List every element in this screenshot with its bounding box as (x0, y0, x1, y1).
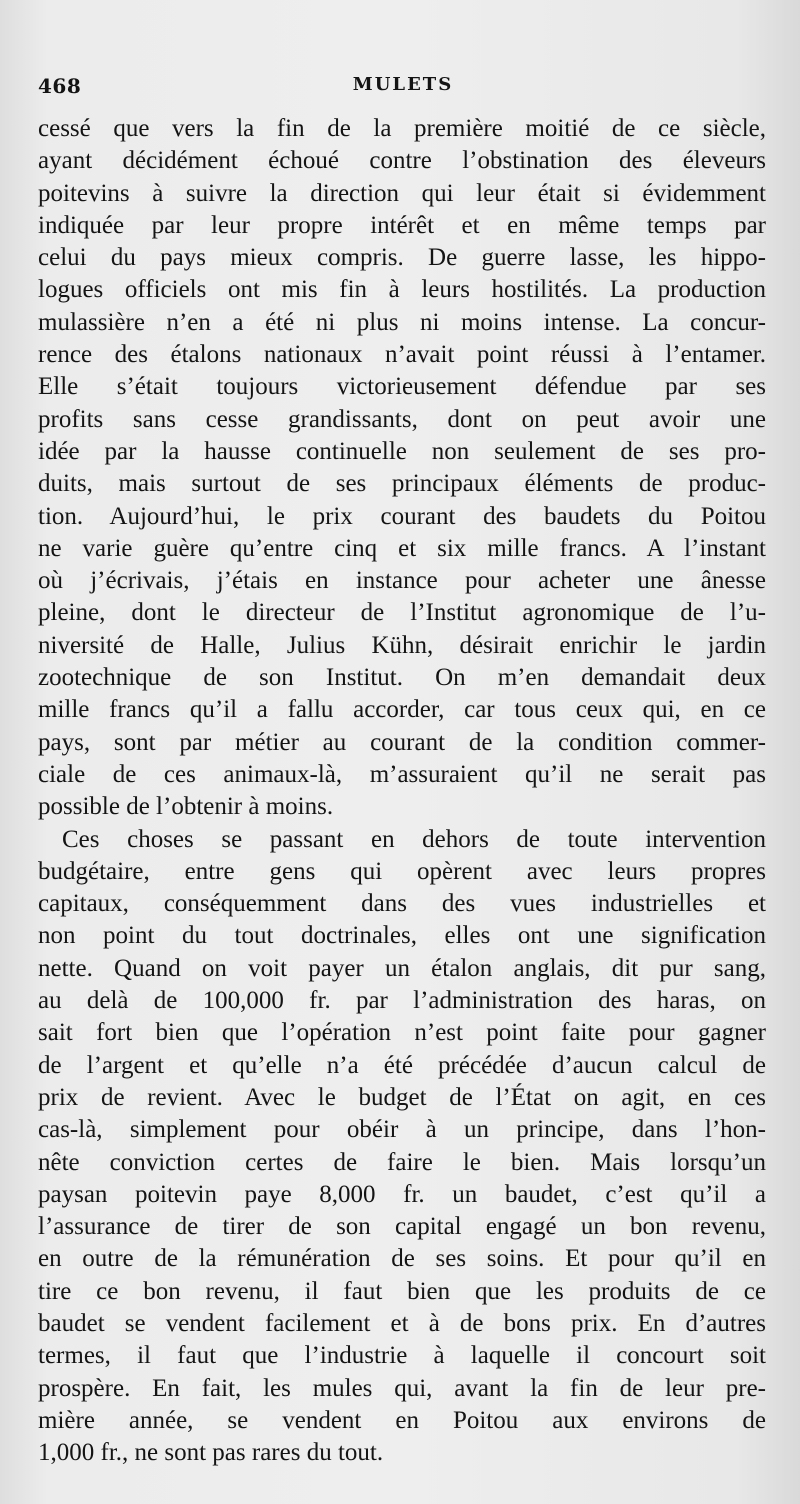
text-line: de l’argent et qu’elle n’a été précédée d’aucun calcul de (38, 1051, 766, 1079)
text-line: termes, il faut que l’industrie à laquelle il concourt soit (38, 1342, 766, 1370)
text-line: l’assurance de tirer de son capital engagé un bon revenu, (38, 1213, 766, 1241)
text-line: niversité de Halle, Julius Kühn, désirait enrichir le jardin (38, 631, 766, 659)
text-line: cas-là, simplement pour obéir à un principe, dans l’hon- (38, 1116, 766, 1144)
text-line: baudet se vendent facilement et à de bons prix. En d’autres (38, 1309, 766, 1337)
text-line: mulassière n’en a été ni plus ni moins intense. La concur- (38, 308, 766, 336)
text-line: mille francs qu’il a fallu accorder, car tous ceux qui, en ce (38, 696, 766, 724)
text-line: prospère. En fait, les mules qui, avant la fin de leur pre- (38, 1374, 766, 1402)
text-line: zootechnique de son Institut. On m’en demandait deux (38, 664, 766, 692)
text-line: rence des étalons nationaux n’avait point réussi à l’entamer. (38, 341, 766, 369)
text-line: cessé que vers la fin de la première moitié de ce siècle, (38, 115, 766, 142)
text-line: duits, mais surtout de ses principaux éléments de produc- (38, 470, 766, 498)
text-line: Ces choses se passant en dehors de toute intervention (62, 825, 766, 853)
text-line: prix de revient. Avec le budget de l’État on agit, en ces (38, 1083, 766, 1111)
page-number: 468 (38, 74, 82, 98)
text-line: capitaux, conséquemment dans des vues industrielles et (38, 890, 766, 918)
text-line: pleine, dont le directeur de l’Institut agronomique de l’u- (38, 599, 766, 627)
text-line: logues officiels ont mis fin à leurs hostilités. La production (38, 276, 766, 304)
text-line: tion. Aujourd’hui, le prix courant des baudets du Poitou (38, 502, 766, 530)
text-line: indiquée par leur propre intérêt et en même temps par (38, 211, 766, 239)
text-line: celui du pays mieux compris. De guerre lasse, les hippo- (38, 244, 766, 272)
text-line: idée par la hausse continuelle non seulement de ses pro- (38, 437, 766, 465)
text-line: ayant décidément échoué contre l’obstination des éleveurs (38, 147, 766, 175)
text-line: budgétaire, entre gens qui opèrent avec leurs propres (38, 857, 766, 885)
running-title: MULETS (352, 74, 454, 95)
text-line: au delà de 100,000 fr. par l’administration des haras, on (38, 987, 766, 1015)
page-header (38, 74, 768, 104)
text-line: nête conviction certes de faire le bien. Mais lorsqu’un (38, 1148, 766, 1176)
text-line: possible de l’obtenir à moins. (38, 793, 334, 821)
text-line: sait fort bien que l’opération n’est point faite pour gagner (38, 1019, 766, 1047)
text-line: en outre de la rémunération de ses soins. Et pour qu’il en (38, 1245, 766, 1273)
text-line: mière année, se vendent en Poitou aux environs de (38, 1406, 766, 1434)
text-line: paysan poitevin paye 8,000 fr. un baudet, c’est qu’il a (38, 1180, 766, 1208)
text-line: où j’écrivais, j’étais en instance pour acheter une ânesse (38, 567, 766, 595)
text-line: tire ce bon revenu, il faut bien que les produits de ce (38, 1277, 766, 1305)
text-line: Elle s’était toujours victorieusement défendue par ses (38, 373, 766, 401)
text-line: 1,000 fr., ne sont pas rares du tout. (38, 1439, 384, 1467)
text-line: poitevins à suivre la direction qui leur était si évidemment (38, 179, 766, 207)
text-line: non point du tout doctrinales, elles ont une signification (38, 922, 766, 950)
body-text (38, 113, 766, 1469)
text-line: pays, sont par métier au courant de la condition commer- (38, 728, 766, 756)
text-line: ne varie guère qu’entre cinq et six mille francs. A l’instant (38, 534, 766, 562)
text-line: profits sans cesse grandissants, dont on peut avoir une (38, 405, 766, 433)
text-line: nette. Quand on voit payer un étalon anglais, dit pur sang, (38, 954, 766, 982)
text-line: ciale de ces animaux-là, m’assuraient qu’il ne serait pas (38, 760, 766, 788)
